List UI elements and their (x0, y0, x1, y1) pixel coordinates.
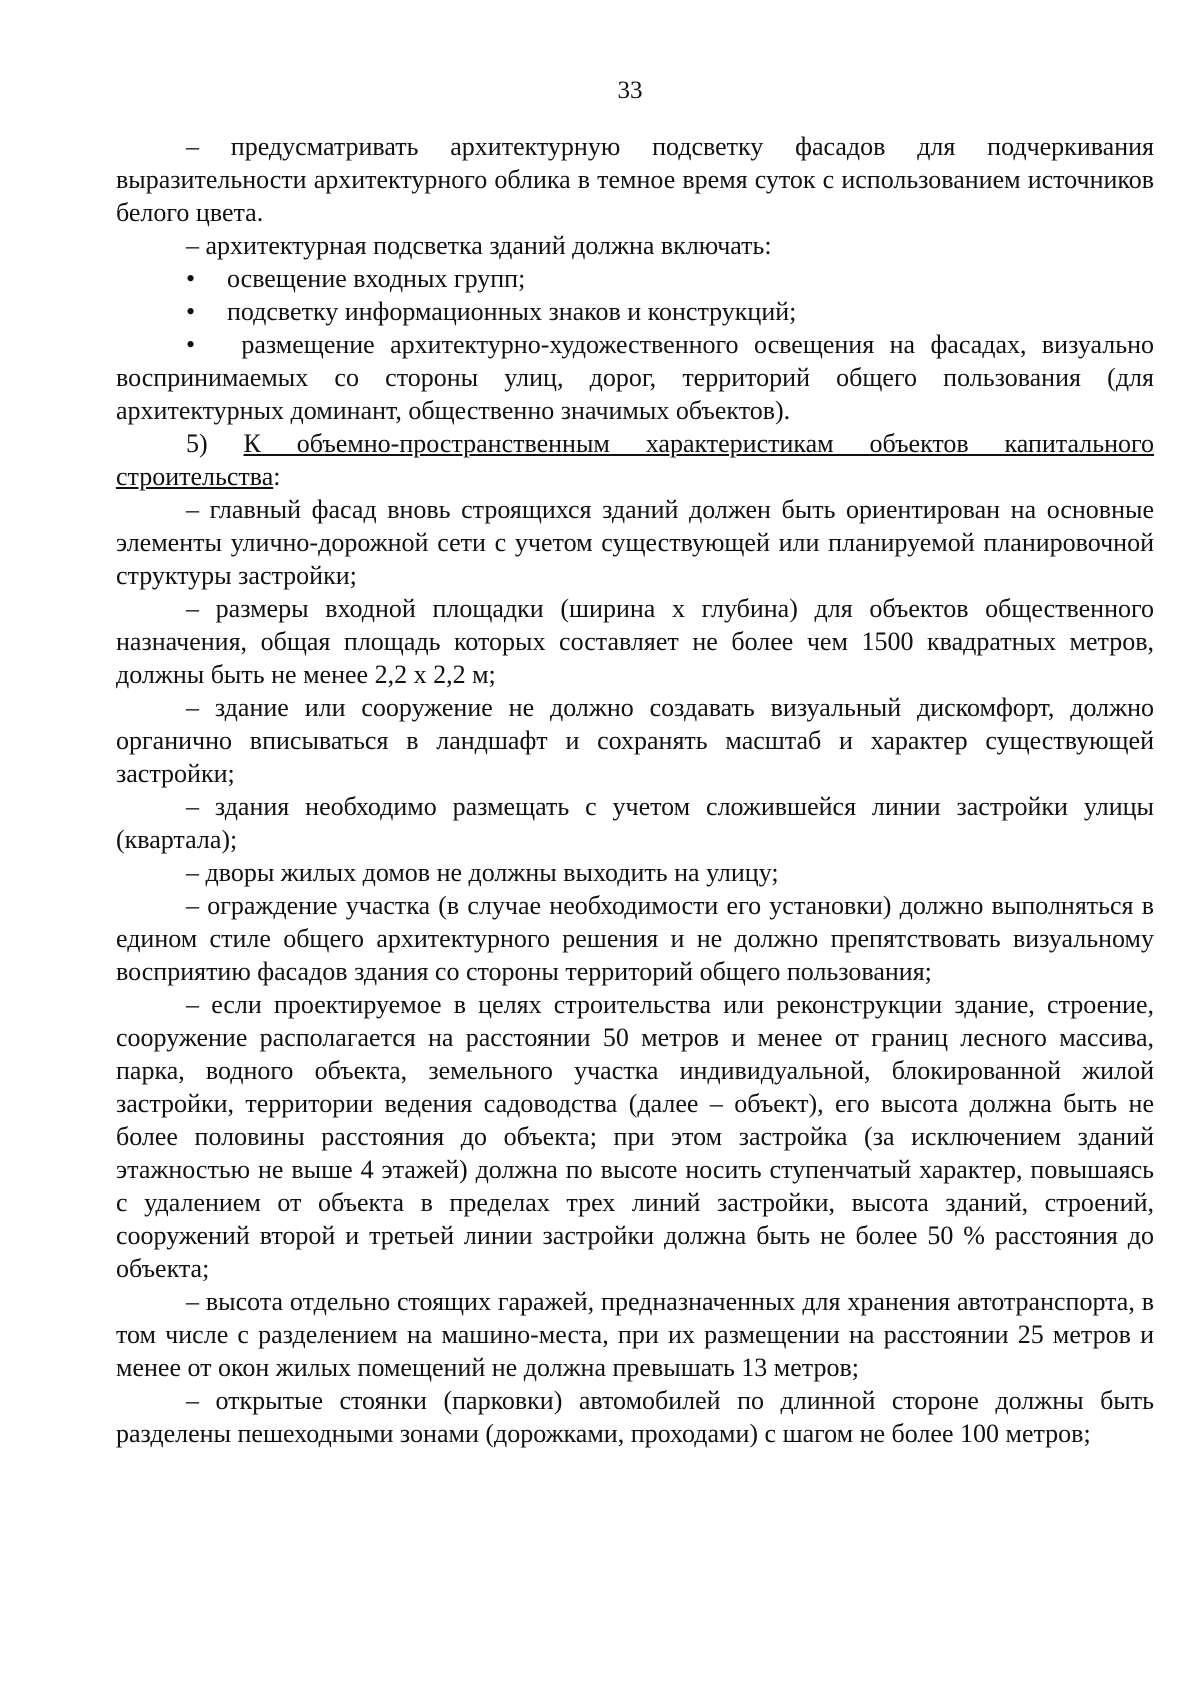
bullet-item-text: подсветку информационных знаков и конструкций; (227, 297, 797, 326)
bullet-icon: • (186, 264, 196, 293)
bullet-item-signs-lighting (116, 295, 1154, 328)
paragraph-courtyards: – дворы жилых домов не должны выходить на улицу; (186, 858, 779, 887)
paragraph-garage-height: – высота отдельно стоящих гаражей, предназначенных для хранения автотранспорта, в том числе с разделением на машино-места, при их размещении на расстоянии 25 метров и менее от окон жилых помещений не должна превышать 13 метров; (116, 1287, 1154, 1382)
paragraph-facade-lighting: – предусматривать архитектурную подсветку фасадов для подчеркивания выразительности архитектурного облика в темное время суток с использованием источников белого цвета. (116, 132, 1154, 227)
section-title: К объемно-пространственным характеристикам объектов капитального строительства (116, 429, 1154, 491)
section-number: 5) (186, 429, 244, 458)
bullet-item-text: размещение архитектурно-художественного освещения на фасадах, визуально воспринимаемых со стороны улиц, дорог, территорий общего пользования (для архитектурных доминант, общественно значимых объектов). (116, 330, 1154, 425)
section-heading-5 (116, 427, 1154, 493)
bullet-item-artistic-lighting (116, 328, 1154, 427)
page-number: 33 (617, 77, 643, 104)
paragraph-building-line: – здания необходимо размещать с учетом сложившейся линии застройки улицы (квартала); (116, 792, 1154, 854)
bullet-icon: • (186, 297, 196, 326)
bullet-item-text: освещение входных групп; (227, 264, 526, 293)
paragraph-building-height: – если проектируемое в целях строительства или реконструкции здание, строение, сооружение располагается на расстоянии 50 метров и менее от границ лесного массива, парка, водного объекта, земельного участка индивидуальной, блокированной жилой застройки, территории ведения садоводства (далее – объект), его высота должна быть не более половины расстояния до объекта; при этом застройка (за исключением зданий этажностью не выше 4 этажей) должна по высоте носить ступенчатый характер, повышаясь с удалением от объекта в пределах трех линий застройки, высота зданий, строений, сооружений второй и третьей линии застройки должна быть не более 50 % расстояния до объекта; (116, 990, 1154, 1283)
paragraph-fencing: – ограждение участка (в случае необходимости его установки) должно выполняться в едином стиле общего архитектурного решения и не должно препятствовать визуальному восприятию фасадов здания со стороны территорий общего пользования; (116, 891, 1154, 986)
bullet-icon: • (186, 330, 196, 359)
paragraph-parking: – открытые стоянки (парковки) автомобилей по длинной стороне должны быть разделены пешеходными зонами (дорожками, проходами) с шагом не более 100 метров; (116, 1386, 1154, 1448)
paragraph-entrance-size: – размеры входной площадки (ширина х глубина) для объектов общественного назначения, общая площадь которых составляет не более чем 1500 квадратных метров, должны быть не менее 2,2 х 2,2 м; (116, 594, 1154, 689)
paragraph-lighting-includes: – архитектурная подсветка зданий должна включать: (186, 231, 772, 260)
paragraph-main-facade: – главный фасад вновь строящихся зданий должен быть ориентирован на основные элементы улично-дорожной сети с учетом существующей или планируемой планировочной структуры застройки; (116, 495, 1154, 590)
section-colon: : (273, 462, 281, 491)
paragraph-visual-comfort: – здание или сооружение не должно создавать визуальный дискомфорт, должно органично вписываться в ландшафт и сохранять масштаб и характер существующей застройки; (116, 693, 1154, 788)
bullet-item-entrance-lighting (116, 262, 1154, 295)
document-body (116, 130, 1154, 1450)
